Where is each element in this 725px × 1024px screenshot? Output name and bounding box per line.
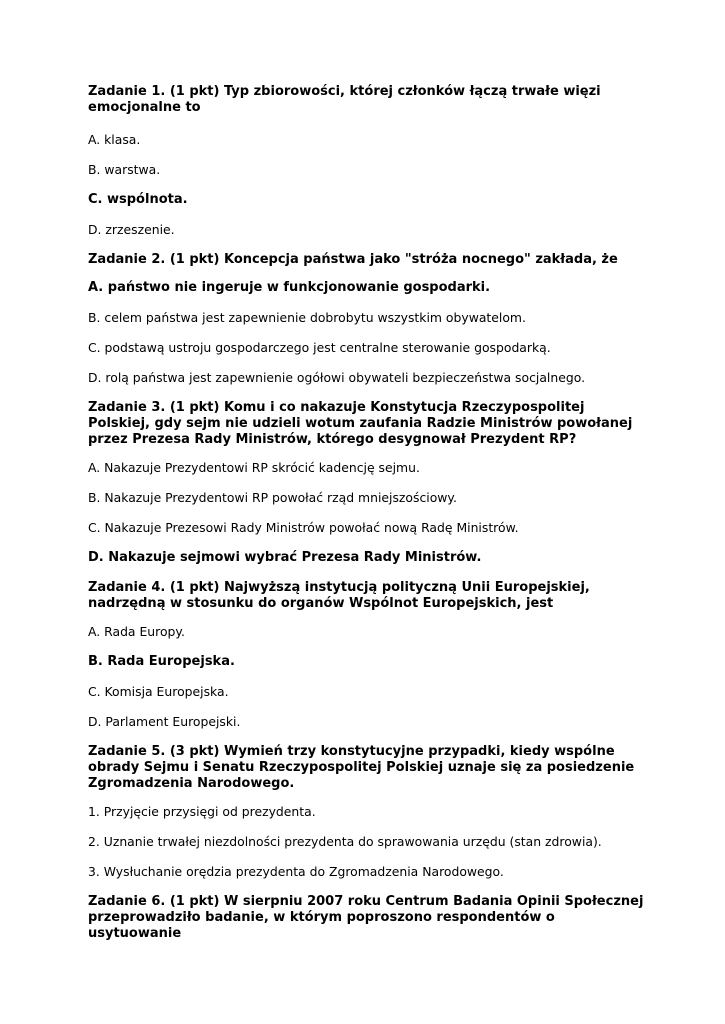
document-page — [88, 84, 648, 954]
question-title: Zadanie 2. (1 pkt) Koncepcja państwa jako "stróża nocnego" zakłada, że — [88, 252, 618, 267]
question-2 — [88, 252, 648, 386]
answer-item: 3. Wysłuchanie orędzia prezydenta do Zgromadzenia Narodowego. — [88, 864, 504, 879]
answer-option: B. Nakazuje Prezydentowi RP powołać rząd mniejszościowy. — [88, 490, 457, 505]
question-title: Zadanie 4. (1 pkt) Najwyższą instytucją polityczną Unii Europejskiej, nadrzędną w stosunku do organów Wspólnot Europejskich, jest — [88, 580, 590, 611]
answer-option: A. klasa. — [88, 132, 141, 147]
question-3 — [88, 400, 648, 566]
answer-option: B. celem państwa jest zapewnienie dobrobytu wszystkim obywatelom. — [88, 310, 526, 325]
question-5 — [88, 744, 648, 880]
question-1 — [88, 84, 648, 238]
answer-option: A. Nakazuje Prezydentowi RP skrócić kadencję sejmu. — [88, 460, 420, 475]
answer-option: A. Rada Europy. — [88, 624, 185, 639]
answer-option: D. zrzeszenie. — [88, 222, 175, 237]
answer-option-correct: D. Nakazuje sejmowi wybrać Prezesa Rady Ministrów. — [88, 550, 482, 565]
answer-option: D. rolą państwa jest zapewnienie ogółowi obywateli bezpieczeństwa socjalnego. — [88, 370, 586, 385]
answer-option: C. Komisja Europejska. — [88, 684, 229, 699]
answer-item: 2. Uznanie trwałej niezdolności prezydenta do sprawowania urzędu (stan zdrowia). — [88, 834, 602, 849]
answer-option-correct: C. wspólnota. — [88, 192, 188, 207]
answer-option: C. podstawą ustroju gospodarczego jest centralne sterowanie gospodarką. — [88, 340, 551, 355]
answer-option: D. Parlament Europejski. — [88, 714, 241, 729]
question-title: Zadanie 3. (1 pkt) Komu i co nakazuje Konstytucja Rzeczypospolitej Polskiej, gdy sejm nie udzieli wotum zaufania Radzie Ministrów powołanej przez Prezesa Rady Ministrów, którego desygnował Prezydent RP? — [88, 400, 633, 447]
answer-item: 1. Przyjęcie przysięgi od prezydenta. — [88, 804, 316, 819]
answer-option: B. warstwa. — [88, 162, 161, 177]
answer-option-correct: B. Rada Europejska. — [88, 654, 235, 669]
question-4 — [88, 580, 648, 730]
answer-option-correct: A. państwo nie ingeruje w funkcjonowanie gospodarki. — [88, 280, 491, 295]
question-title: Zadanie 6. (1 pkt) W sierpniu 2007 roku Centrum Badania Opinii Społecznej przeprowadziło badanie, w którym poproszono respondentów o usytuowanie — [88, 894, 644, 941]
question-6 — [88, 894, 648, 942]
question-title: Zadanie 5. (3 pkt) Wymień trzy konstytucyjne przypadki, kiedy wspólne obrady Sejmu i Senatu Rzeczypospolitej Polskiej uznaje się za posiedzenie Zgromadzenia Narodowego. — [88, 744, 635, 791]
question-title: Zadanie 1. (1 pkt) Typ zbiorowości, której członków łączą trwałe więzi emocjonalne to — [88, 84, 601, 115]
answer-option: C. Nakazuje Prezesowi Rady Ministrów powołać nową Radę Ministrów. — [88, 520, 519, 535]
